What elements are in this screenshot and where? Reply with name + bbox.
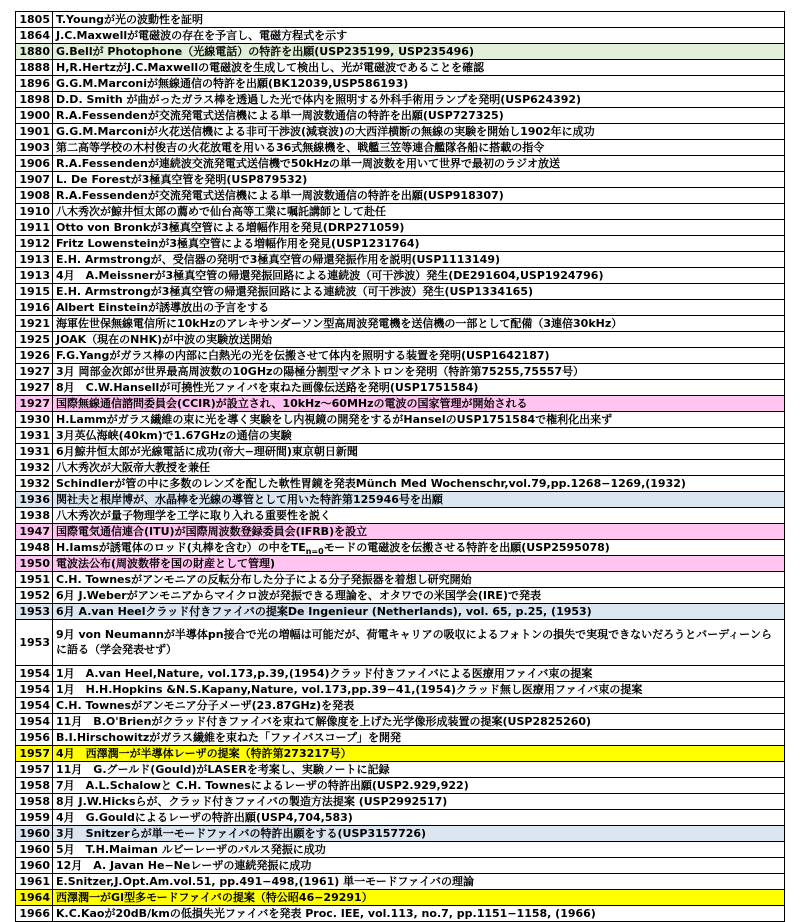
year-cell: 1958 [16,794,53,810]
event-cell: T.Youngが光の波動性を証明 [53,12,785,28]
year-cell: 1956 [16,730,53,746]
event-cell: 9月 von Neumannが半導体pn接合で光の増幅は可能だが、荷電キャリアの吸収によるフォトンの損失で実現できないだろうとバーディーンらに語る（学会発表せず） [53,620,785,666]
event-cell: 国際電気通信連合(ITU)が国際周波数登録委員会(IFRB)を設立 [53,524,785,540]
table-row [16,762,785,778]
table-row [16,492,785,508]
event-cell: 八木秀次が量子物理学を工学に取り入れる重要性を説く [53,508,785,524]
event-cell: R.A.Fessendenが連続波交流発電式送信機で50kHzの単一周波数を用いて世界で最初のラジオ放送 [53,156,785,172]
year-cell: 1907 [16,172,53,188]
event-cell: JOAK（現在のNHK)が中波の実験放送開始 [53,332,785,348]
year-cell: 1961 [16,874,53,890]
year-cell: 1911 [16,220,53,236]
year-cell: 1930 [16,412,53,428]
year-cell: 1938 [16,508,53,524]
event-cell: D.D. Smith が曲がったガラス棒を透過した光で体内を照明する外科手術用ランプを発明(USP624392) [53,92,785,108]
table-row [16,188,785,204]
table-row [16,572,785,588]
table-row [16,236,785,252]
event-cell: L. De Forestが3極真空管を発明(USP879532) [53,172,785,188]
year-cell: 1931 [16,444,53,460]
event-cell: K.C.Kaoが20dB/kmの低損失光ファイバを発表 Proc. IEE, vol.113, no.7, pp.1151−1158, (1966) [53,906,785,922]
event-cell: 1月 A.van Heel,Nature, vol.173,p.39,(1954)クラッド付きファイバによる医療用ファイバ束の提案 [53,666,785,682]
event-cell: 3月 Snitzerらが単一モードファイバの特許出願をする(USP3157726) [53,826,785,842]
table-row [16,874,785,890]
timeline-table [15,11,785,922]
table-row [16,476,785,492]
event-cell: 関社夫と根岸博が、水晶棒を光線の導管として用いた特許第125946号を出願 [53,492,785,508]
table-row [16,172,785,188]
table-row [16,620,785,666]
table-row [16,666,785,682]
table-row [16,300,785,316]
event-cell: R.A.Fessendenが交流発電式送信機による単一周波数通信の特許を出願(USP727325) [53,108,785,124]
event-cell: H.Iamsが誘電体のロッド(丸棒を含む）の中を$TE_{n=0}$モードの電磁波を伝搬させる特許を出願(USP2595078) [53,540,785,556]
event-cell: 11月 G.グールド(Gould)がLASERを考案し、実験ノートに記録 [53,762,785,778]
table-row [16,412,785,428]
table-row [16,588,785,604]
year-cell: 1954 [16,698,53,714]
table-row [16,890,785,906]
year-cell: 1916 [16,300,53,316]
table-row [16,842,785,858]
table-row [16,460,785,476]
table-row [16,906,785,922]
event-cell: 8月 J.W.Hicksらが、クラッド付きファイバの製造方法提案 (USP2992517) [53,794,785,810]
table-row [16,714,785,730]
year-cell: 1960 [16,858,53,874]
table-row [16,778,785,794]
event-cell: E.H. Armstrongが、受信器の発明で3極真空管の帰還発振作用を説明(USP1113149) [53,252,785,268]
event-cell: E.H. Armstrongが3極真空管の帰還発振回路による連続波（可干渉波）発生(USP1334165) [53,284,785,300]
table-row [16,156,785,172]
table-row [16,12,785,28]
year-cell: 1931 [16,428,53,444]
table-row [16,826,785,842]
year-cell: 1926 [16,348,53,364]
table-row [16,604,785,620]
event-cell: 6月鯨井恒太郎が光線電話に成功(帝大−理研間)東京朝日新聞 [53,444,785,460]
event-cell: 11月 B.O'Brienがクラッド付きファイバを束ねて解像度を上げた光学像形成装置の提案(USP2825260) [53,714,785,730]
table-row [16,60,785,76]
year-cell: 1805 [16,12,53,28]
year-cell: 1948 [16,540,53,556]
event-cell: R.A.Fessendenが交流発電式送信機による単一周波数通信の特許を出願(USP918307) [53,188,785,204]
table-row [16,332,785,348]
year-cell: 1880 [16,44,53,60]
event-cell: 8月 C.W.Hansellが可撓性光ファイバを束ねた画像伝送路を発明(USP1751584) [53,380,785,396]
event-cell: E.Snitzer,J.Opt.Am.vol.51, pp.491−498,(1961) 単一モードファイバの理論 [53,874,785,890]
table-row [16,730,785,746]
event-cell: 第二高等学校の木村俊吉の火花放電を用いる36式無線機を、戦艦三笠等連合艦隊各船に搭載の指令 [53,140,785,156]
year-cell: 1936 [16,492,53,508]
event-cell: J.C.Maxwellが電磁波の存在を予言し、電磁方程式を示す [53,28,785,44]
event-cell: B.I.Hirschowitzがガラス繊維を束ねた「ファイバスコープ」を開発 [53,730,785,746]
year-cell: 1896 [16,76,53,92]
year-cell: 1912 [16,236,53,252]
year-cell: 1915 [16,284,53,300]
event-cell: 6月 A.van Heelクラッド付きファイバの提案De Ingenieur (Netherlands), vol. 65, p.25, (1953) [53,604,785,620]
event-cell: Schindlerが管の中に多数のレンズを配した軟性胃鏡を発表Münch Med Wochenschr,vol.79,pp.1268−1269,(1932) [53,476,785,492]
year-cell: 1952 [16,588,53,604]
year-cell: 1900 [16,108,53,124]
table-row [16,380,785,396]
table-row [16,44,785,60]
table-row [16,348,785,364]
table-row [16,508,785,524]
table-row [16,396,785,412]
event-cell: 西澤潤一がGI型多モードファイバの提案（特公昭46−29291） [53,890,785,906]
year-cell: 1960 [16,826,53,842]
year-cell: 1932 [16,476,53,492]
event-cell: 7月 A.L.Schalowと C.H. Townesによるレーザの特許出願(USP2.929,922) [53,778,785,794]
year-cell: 1910 [16,204,53,220]
event-cell: G.Bellが Photophone（光線電話）の特許を出願(USP235199, USP235496) [53,44,785,60]
table-row [16,556,785,572]
table-row [16,28,785,44]
event-cell: Otto von Bronkが3極真空管による増幅作用を発見(DRP271059) [53,220,785,236]
event-cell: 3月英仏海峡(40km)で1.67GHzの通信の実験 [53,428,785,444]
table-row [16,268,785,284]
event-cell: 4月 G.Gouldによるレーザの特許出願(USP4,704,583) [53,810,785,826]
table-row [16,698,785,714]
year-cell: 1932 [16,460,53,476]
year-cell: 1954 [16,666,53,682]
event-cell: 12月 A. Javan He−Neレーザの連続発振に成功 [53,858,785,874]
event-cell: Fritz Lowensteinが3極真空管による増幅作用を発見(USP1231764) [53,236,785,252]
table-row [16,682,785,698]
year-cell: 1906 [16,156,53,172]
year-cell: 1957 [16,762,53,778]
event-cell: C.H. Townesがアンモニア分子メーザ(23.87GHz)を発表 [53,698,785,714]
table-row [16,746,785,762]
event-cell: H.Lammがガラス繊維の束に光を導く実験をし内視鏡の開発をするがHanselのUSP1751584で権利化出来ず [53,412,785,428]
event-cell: 4月 西澤潤一が半導体レーザの提案（特許第273217号） [53,746,785,762]
timeline-rows [16,12,785,922]
year-cell: 1959 [16,810,53,826]
year-cell: 1953 [16,604,53,620]
table-row [16,140,785,156]
table-row [16,124,785,140]
year-cell: 1901 [16,124,53,140]
year-cell: 1864 [16,28,53,44]
table-row [16,108,785,124]
event-cell: 4月 A.Meissnerが3極真空管の帰還発振回路による連続波（可干渉波）発生(DE291604,USP1924796) [53,268,785,284]
event-cell: 八木秀次が鯨井恒太郎の薦めで仙台高等工業に嘱託講師として赴任 [53,204,785,220]
year-cell: 1951 [16,572,53,588]
year-cell: 1927 [16,380,53,396]
event-cell: Albert Einsteinが誘導放出の予言をする [53,300,785,316]
table-row [16,284,785,300]
year-cell: 1888 [16,60,53,76]
year-cell: 1913 [16,252,53,268]
event-cell: 1月 H.H.Hopkins &N.S.Kapany,Nature, vol.173,pp.39−41,(1954)クラッド無し医療用ファイバ束の提案 [53,682,785,698]
year-cell: 1953 [16,620,53,666]
table-row [16,316,785,332]
table-row [16,794,785,810]
table-row [16,92,785,108]
year-cell: 1954 [16,714,53,730]
event-cell: 電波法公布(周波数帯を国の財産として管理) [53,556,785,572]
table-row [16,524,785,540]
table-row [16,252,785,268]
year-cell: 1913 [16,268,53,284]
event-cell: 海軍佐世保無線電信所に10kHzのアレキサンダーソン型高周波発電機を送信機の一部として配備（3連倍30kHz） [53,316,785,332]
event-cell: 6月 J.Weberがアンモニアからマイクロ波が発振できる理論を、オタワでの米国学会(IRE)で発表 [53,588,785,604]
event-cell: H,R.HertzがJ.C.Maxwellの電磁波を生成して検出し、光が電磁波であることを確認 [53,60,785,76]
table-row [16,364,785,380]
event-cell: G.G.M.Marconiが火花送信機による非可干渉波(減衰波)の大西洋横断の無線の実験を開始し1902年に成功 [53,124,785,140]
year-cell: 1950 [16,556,53,572]
table-row [16,76,785,92]
table-row [16,858,785,874]
year-cell: 1966 [16,906,53,922]
mode-subscript: n=0 [305,546,324,556]
table-row [16,428,785,444]
year-cell: 1925 [16,332,53,348]
event-cell: 国際無線通信諮問委員会(CCIR)が設立され、10kHz～60MHzの電波の国家管理が開始される [53,396,785,412]
table-row [16,444,785,460]
event-cell: 5月 T.H.Maiman ルビーレーザのパルス発振に成功 [53,842,785,858]
year-cell: 1908 [16,188,53,204]
table-row [16,220,785,236]
table-row [16,540,785,556]
event-cell: 八木秀次が大阪帝大教授を兼任 [53,460,785,476]
year-cell: 1958 [16,778,53,794]
year-cell: 1964 [16,890,53,906]
table-row [16,204,785,220]
year-cell: 1957 [16,746,53,762]
table-row [16,810,785,826]
event-cell: G.G.M.Marconiが無線通信の特許を出願(BK12039,USP586193) [53,76,785,92]
year-cell: 1921 [16,316,53,332]
event-cell: F.G.Yangがガラス棒の内部に白熱光の光を伝搬させて体内を照明する装置を発明(USP1642187) [53,348,785,364]
year-cell: 1903 [16,140,53,156]
year-cell: 1898 [16,92,53,108]
year-cell: 1947 [16,524,53,540]
year-cell: 1927 [16,364,53,380]
year-cell: 1927 [16,396,53,412]
event-cell: 3月 岡部金次郎が世界最高周波数の10GHzの陽極分割型マグネトロンを発明（特許第75255,75557号） [53,364,785,380]
event-cell: C.H. Townesがアンモニアの反転分布した分子による分子発振器を着想し研究開始 [53,572,785,588]
year-cell: 1960 [16,842,53,858]
year-cell: 1954 [16,682,53,698]
